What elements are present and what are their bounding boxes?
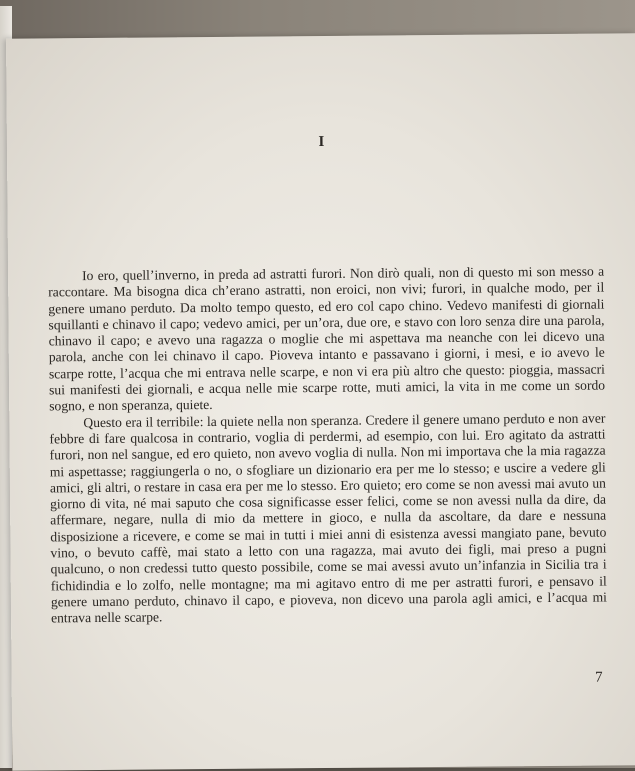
page-number: 7	[595, 669, 603, 686]
book-page	[6, 33, 635, 770]
paragraph-2: Questo era il terribile: la quiete nella non speranza. Credere il genere umano perduto e non aver febbre di fare qualcosa in contrario, voglia di perdermi, ad esempio, con lui. Ero agitato da astratti furori, non nel sangue, ed ero quieto, non avevo voglia di nulla. Non mi importava che la mia ragazza mi aspettasse; raggiungerla o no, o sfogliare un dizionario era per me lo stesso; e uscire a vedere gli amici, gli altri, o restare in casa era per me lo stesso. Ero quieto; ero come se non avessi mai avuto un giorno di vita, né mai saputo che cosa significasse esser felici, come se non avessi nulla da dire, da affermare, negare, nulla di mio da mettere in gioco, e nulla da ascoltare, da dare e nessuna disposizione a ricevere, e come se mai in tutti i miei anni di esistenza avessi mangiato pane, bevuto vino, o bevuto caffè, mai stato a letto con una ragazza, mai avuto dei figli, mai preso a pugni qualcuno, o non credessi tutto questo possibile, come se mai avessi avuto un’infanzia in Sicilia tra i fichidindia e lo zolfo, nelle montagne; ma mi agitavo entro di me per astratti furori, e pensavo il genere umano perduto, chinavo il capo, e pioveva, non dicevo una parola agli amici, e l’acqua mi entrava nelle scarpe.	[49, 410, 607, 626]
chapter-heading: I	[318, 133, 325, 151]
paragraph-1: Io ero, quell’inverno, in preda ad astratti furori. Non dirò quali, non di questo mi son messo a raccontare. Ma bisogna dica ch’erano astratti, non eroici, non vivi; furori, in qualche modo, per il genere umano perduto. Da molto tempo questo, ed ero col capo chino. Vedevo manifesti di giornali squillanti e chinavo il capo; vedevo amici, per un’ora, due ore, e stavo con loro senza dire una parola, chinavo il capo; e avevo una ragazza o moglie che mi aspettava ma neanche con lei dicevo una parola, anche con lei chinavo il capo. Pioveva intanto e passavano i giorni, i mesi, e io avevo le scarpe rotte, l’acqua che mi entrava nelle scarpe, e non vi era più altro che questo: pioggia, massacri sui manifesti dei giornali, e acqua nelle mie scarpe rotte, muti amici, la vita in me come un sordo sogno, e non speranza, quiete.	[48, 263, 606, 414]
body-text	[48, 264, 607, 627]
